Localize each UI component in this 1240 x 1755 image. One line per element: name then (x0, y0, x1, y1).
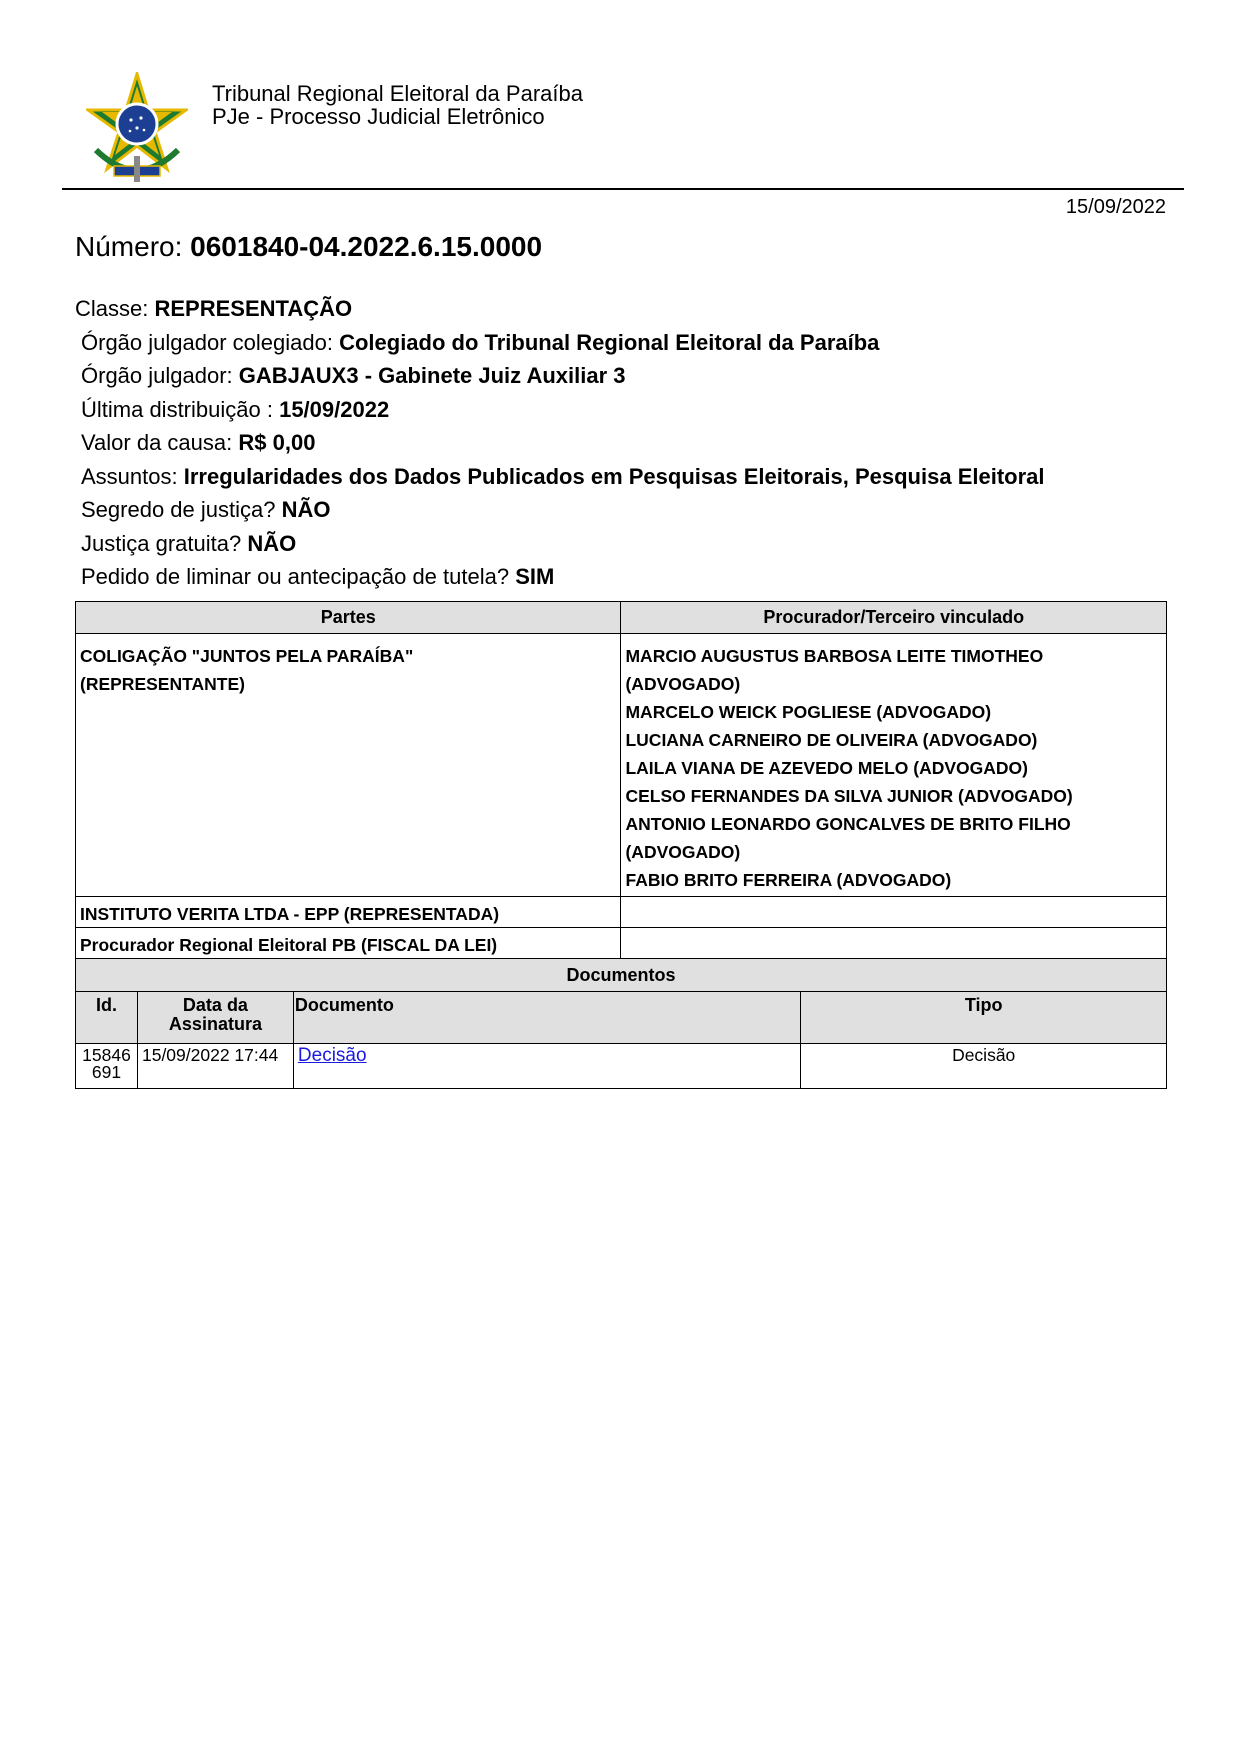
brazil-coat-of-arms-icon (86, 72, 188, 188)
field-value: Irregularidades dos Dados Publicados em Pesquisas Eleitorais, Pesquisa Eleitoral (183, 463, 1045, 489)
column-header-data-line1: Data da (182, 995, 248, 1015)
field-label: Justiça gratuita? (81, 530, 242, 556)
document-cell (293, 1044, 800, 1089)
process-number-value: 0601840-04.2022.6.15.0000 (190, 231, 543, 262)
documents-header-row (76, 992, 1167, 1044)
field-label: Valor da causa: (81, 430, 233, 455)
document-id-line1: 15846 (82, 1045, 131, 1065)
field-value: Colegiado do Tribunal Regional Eleitoral da Paraíba (339, 329, 880, 355)
column-header-documento: Documento (293, 992, 800, 1044)
field-valor-causa (75, 426, 1045, 460)
field-assuntos (75, 460, 1045, 494)
column-header-tipo: Tipo (801, 992, 1167, 1044)
table-row (76, 634, 1167, 897)
documents-table (75, 958, 1167, 1089)
field-value: 15/09/2022 (279, 396, 390, 422)
attorneys-cell (621, 928, 1167, 959)
document-id (76, 1044, 138, 1089)
field-pedido-liminar (75, 560, 1045, 594)
attorney-name: MARCELO WEICK POGLIESE (ADVOGADO) (625, 702, 992, 722)
field-orgao-julgador (75, 359, 1045, 393)
attorney-name: LUCIANA CARNEIRO DE OLIVEIRA (ADVOGADO) (625, 730, 1038, 750)
court-header (212, 82, 583, 128)
attorney-role: (ADVOGADO) (625, 842, 741, 862)
column-header-id: Id. (76, 992, 138, 1044)
field-value: NÃO (247, 530, 297, 556)
field-justica-gratuita (75, 527, 1045, 561)
column-header-data-line2: Assinatura (168, 1014, 262, 1034)
field-label: Pedido de liminar ou antecipação de tutela? (81, 564, 510, 589)
attorney-name: ANTONIO LEONARDO GONCALVES DE BRITO FILHO (625, 814, 1071, 834)
documents-caption: Documentos (76, 959, 1167, 992)
attorney-name: FABIO BRITO FERREIRA (ADVOGADO) (625, 870, 952, 890)
field-value: GABJAUX3 - Gabinete Juiz Auxiliar 3 (238, 363, 626, 388)
field-label: Segredo de justiça? (81, 497, 276, 522)
attorney-role: (ADVOGADO) (625, 674, 741, 694)
attorneys-cell (621, 897, 1167, 928)
attorney-name: MARCIO AUGUSTUS BARBOSA LEITE TIMOTHEO (625, 646, 1044, 666)
field-value: REPRESENTAÇÃO (154, 296, 353, 321)
document-link[interactable]: Decisão (297, 1045, 367, 1066)
system-name: PJe - Processo Judicial Eletrônico (212, 104, 545, 129)
attorney-name: CELSO FERNANDES DA SILVA JUNIOR (ADVOGADO) (625, 786, 1073, 806)
party-cell (76, 634, 621, 897)
field-orgao-colegiado (75, 326, 1045, 360)
header-divider (62, 188, 1184, 190)
field-value: NÃO (281, 497, 331, 522)
table-row (76, 1044, 1167, 1089)
field-label: Classe: (75, 296, 149, 321)
field-value: R$ 0,00 (238, 430, 316, 455)
process-number (75, 231, 542, 263)
process-number-label: Número: (75, 231, 183, 262)
field-label: Órgão julgador colegiado: (81, 329, 333, 355)
field-segredo-justica (75, 493, 1045, 527)
field-classe (75, 292, 1045, 326)
column-header-data (137, 992, 293, 1044)
court-name: Tribunal Regional Eleitoral da Paraíba (212, 81, 583, 106)
field-ultima-distribuicao (75, 393, 1045, 427)
party-cell: Procurador Regional Eleitoral PB (FISCAL DA LEI) (76, 928, 621, 959)
party-cell: INSTITUTO VERITA LTDA - EPP (REPRESENTADA) (76, 897, 621, 928)
column-header-partes: Partes (76, 602, 621, 634)
field-value: SIM (515, 564, 555, 589)
party-name: COLIGAÇÃO "JUNTOS PELA PARAÍBA" (80, 646, 414, 666)
parties-table (75, 601, 1167, 959)
document-id-line2: 691 (91, 1062, 122, 1082)
print-date: 15/09/2022 (1065, 196, 1166, 218)
field-label: Última distribuição : (81, 396, 273, 422)
document-date: 15/09/2022 17:44 (137, 1044, 293, 1089)
field-label: Órgão julgador: (81, 363, 233, 388)
field-label: Assuntos: (81, 463, 178, 489)
attorney-name: LAILA VIANA DE AZEVEDO MELO (ADVOGADO) (625, 758, 1028, 778)
document-type: Decisão (801, 1044, 1167, 1089)
table-row (76, 928, 1167, 959)
parties-header-row (76, 602, 1167, 634)
process-details (75, 292, 1045, 594)
table-row (76, 897, 1167, 928)
party-role: (REPRESENTANTE) (80, 674, 245, 694)
documents-caption-row (76, 959, 1167, 992)
column-header-procurador: Procurador/Terceiro vinculado (621, 602, 1167, 634)
attorneys-cell (621, 634, 1167, 897)
